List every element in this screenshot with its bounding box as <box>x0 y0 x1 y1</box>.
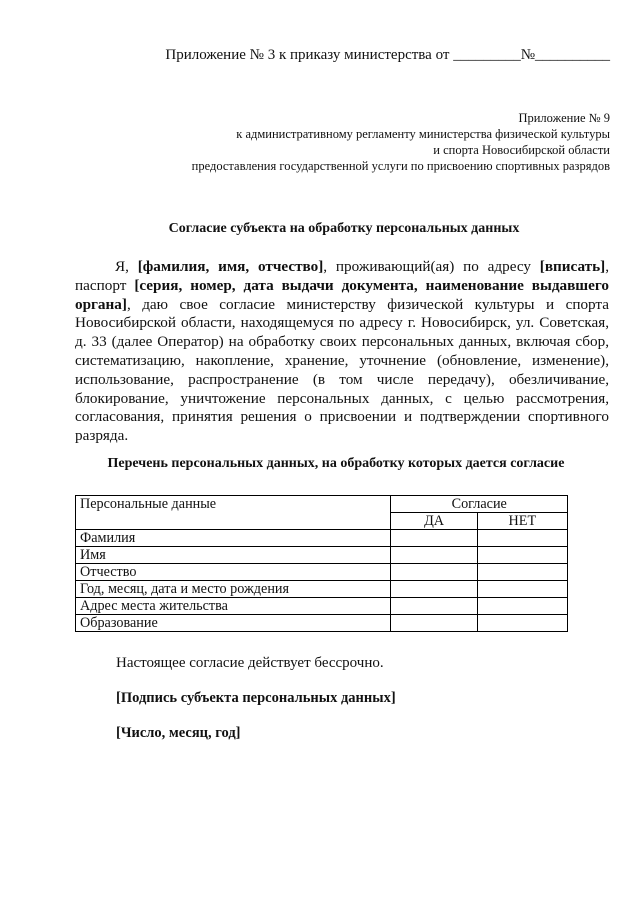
table-row <box>76 547 568 564</box>
appendix-service-line: предоставления государственной услуги по присвоению спортивных разрядов <box>191 159 610 173</box>
table-row <box>76 615 568 632</box>
no-cell[interactable] <box>477 598 567 615</box>
no-cell[interactable] <box>477 615 567 632</box>
full-name-placeholder: [фамилия, имя, отчество] <box>137 258 324 275</box>
row-label: Год, месяц, дата и место рождения <box>76 581 391 598</box>
row-label: Отчество <box>76 564 391 581</box>
data-list-title: Перечень персональных данных, на обработку которых дается согласие <box>107 456 565 471</box>
column-header-no: НЕТ <box>477 513 567 530</box>
address-placeholder: [вписать] <box>539 258 606 275</box>
row-label: Адрес места жительства <box>76 598 391 615</box>
row-label: Образование <box>76 615 391 632</box>
order-reference-line: Приложение № 3 к приказу министерства от _________№__________ <box>165 47 610 63</box>
yes-cell[interactable] <box>391 564 477 581</box>
passport-placeholder: [серия, номер, дата выдачи документа, наименование выдавшего органа] <box>75 276 609 313</box>
consent-paragraph <box>75 258 609 446</box>
no-cell[interactable] <box>477 581 567 598</box>
table-row <box>76 564 568 581</box>
row-label: Фамилия <box>76 530 391 547</box>
yes-cell[interactable] <box>391 581 477 598</box>
body-text-2: , проживающий(ая) по адресу <box>323 258 540 275</box>
row-label: Имя <box>76 547 391 564</box>
body-text-3: , паспорт <box>75 258 609 294</box>
table-header-row <box>76 496 568 513</box>
no-cell[interactable] <box>477 564 567 581</box>
yes-cell[interactable] <box>391 530 477 547</box>
yes-cell[interactable] <box>391 615 477 632</box>
appendix-ministry-line: и спорта Новосибирской области <box>433 143 610 157</box>
table-row <box>76 530 568 547</box>
signature-placeholder: [Подпись субъекта персональных данных] <box>116 690 396 706</box>
no-cell[interactable] <box>477 547 567 564</box>
body-text-1: Я, <box>115 258 138 275</box>
validity-statement: Настоящее согласие действует бессрочно. <box>116 655 384 671</box>
yes-cell[interactable] <box>391 547 477 564</box>
body-text-4: , даю свое согласие министерству физической культуры и спорта Новосибирской области, находящемуся по адресу г. Новосибирск, ул. Советская, д. 33 (далее Оператор) на обработку своих персональных данных, включая сбор, систематизацию, накопление, хранение, уточнение (обновление, изменение), использование, распространение (в том числе передачу), обезличивание, блокирование, уничтожение персональных данных, с целью рассмотрения, согласования, принятия решения о присвоении и подтверждении спортивного разряда. <box>75 295 609 445</box>
column-header-consent: Согласие <box>391 496 568 513</box>
column-header-data: Персональные данные <box>76 496 391 530</box>
personal-data-table <box>75 495 568 632</box>
date-placeholder: [Число, месяц, год] <box>116 725 241 741</box>
table-row <box>76 581 568 598</box>
yes-cell[interactable] <box>391 598 477 615</box>
appendix-regulation-line: к административному регламенту министерства физической культуры <box>236 127 610 141</box>
no-cell[interactable] <box>477 530 567 547</box>
table-row <box>76 598 568 615</box>
appendix-number: Приложение № 9 <box>518 111 610 125</box>
column-header-yes: ДА <box>391 513 477 530</box>
document-title: Согласие субъекта на обработку персональных данных <box>168 221 520 236</box>
